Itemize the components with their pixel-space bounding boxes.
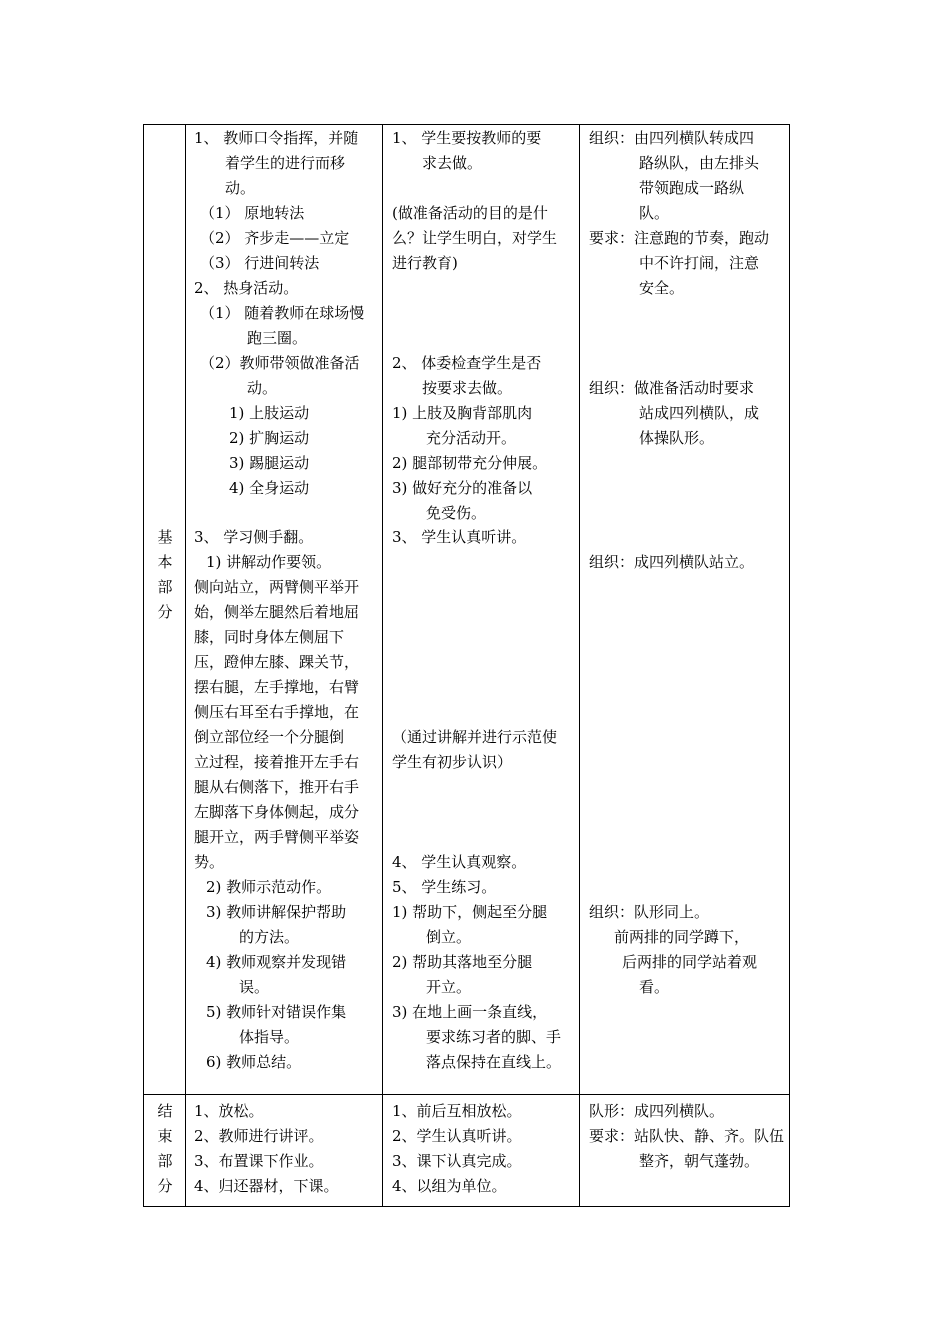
- teacher-line: 1) 讲解动作要领。: [206, 553, 332, 571]
- org-line: 站成四列横队，成: [639, 404, 760, 422]
- teacher-line: 动。: [225, 179, 256, 197]
- student-line: 2) 腿部韧带充分伸展。: [392, 454, 548, 472]
- student-line: 么？让学生明白，对学生: [392, 229, 558, 247]
- student-line: (做准备活动的目的是什: [392, 204, 548, 222]
- org-line: 整齐，朝气蓬勃。: [639, 1152, 760, 1170]
- teacher-line: 4、归还器材，下课。: [194, 1177, 339, 1195]
- teacher-line: 1、放松。: [194, 1102, 264, 1120]
- teacher-line: 膝，同时身体左侧屈下: [194, 628, 345, 646]
- teacher-line: （3） 行进间转法: [200, 254, 320, 272]
- student-line: 倒立。: [426, 928, 472, 946]
- student-line: 3) 在地上画一条直线，: [392, 1003, 548, 1021]
- teacher-line: 的方法。: [239, 928, 300, 946]
- teacher-line: （1） 原地转法: [200, 204, 305, 222]
- teacher-line: （1） 随着教师在球场慢: [200, 304, 365, 322]
- label-char: 本: [157, 553, 173, 571]
- student-line: 学生有初步认识）: [392, 753, 513, 771]
- teacher-line: 压，蹬伸左膝、踝关节，: [194, 653, 360, 671]
- student-line: 1) 帮助下，侧起至分腿: [392, 903, 548, 921]
- teacher-line: 2、 热身活动。: [194, 279, 299, 297]
- org-line: 体操队形。: [639, 429, 715, 447]
- label-char: 结: [157, 1102, 173, 1120]
- student-line: 充分活动开。: [426, 429, 517, 447]
- label-char: 部: [157, 578, 173, 596]
- student-line: 进行教育): [392, 254, 458, 272]
- student-line: 要求练习者的脚、手: [426, 1028, 562, 1046]
- org-line: 要求：注意跑的节奏，跑动: [589, 229, 770, 247]
- student-line: 2) 帮助其落地至分腿: [392, 953, 533, 971]
- teacher-line: 侧向站立，两臂侧平举开: [194, 578, 360, 596]
- teacher-line: 1、 教师口令指挥，并随: [194, 129, 359, 147]
- column-divider: [579, 125, 580, 1206]
- teacher-line: （2） 齐步走——立定: [200, 229, 350, 247]
- student-line: 4、 学生认真观察。: [392, 853, 527, 871]
- student-line: 1、 学生要按教师的要: [392, 129, 542, 147]
- student-line: 落点保持在直线上。: [426, 1053, 562, 1071]
- teacher-line: 左脚落下身体侧起，成分: [194, 803, 360, 821]
- org-line: 后两排的同学站着观: [622, 953, 758, 971]
- org-line: 组织：做准备活动时要求: [589, 379, 755, 397]
- student-line: 开立。: [426, 978, 472, 996]
- org-line: 组织：队形同上。: [589, 903, 710, 921]
- teacher-line: 3) 教师讲解保护帮助: [206, 903, 347, 921]
- teacher-line: 3、 学习侧手翻。: [194, 528, 314, 546]
- student-line: 3、课下认真完成。: [392, 1152, 522, 1170]
- teacher-line: 侧压右耳至右手撑地，在: [194, 703, 360, 721]
- org-line: 安全。: [639, 279, 685, 297]
- teacher-line: 误。: [239, 978, 270, 996]
- teacher-line: 动。: [247, 379, 278, 397]
- org-line: 前两排的同学蹲下，: [614, 928, 750, 946]
- student-line: 3、 学生认真听讲。: [392, 528, 527, 546]
- student-line: 4、以组为单位。: [392, 1177, 507, 1195]
- label-char: 分: [157, 603, 173, 621]
- label-char: 基: [157, 528, 173, 546]
- teacher-line: 立过程，接着推开左手右: [194, 753, 360, 771]
- teacher-line: 体指导。: [239, 1028, 300, 1046]
- teacher-line: 2) 扩胸运动: [229, 429, 310, 447]
- student-line: 1) 上肢及胸背部肌肉: [392, 404, 533, 422]
- org-line: 路纵队，由左排头: [639, 154, 760, 172]
- org-line: 带领跑成一路纵: [639, 179, 745, 197]
- teacher-line: 腿开立，两手臂侧平举姿: [194, 828, 360, 846]
- teacher-line: 2) 教师示范动作。: [206, 878, 332, 896]
- teacher-line: （2）教师带领做准备活: [200, 354, 360, 372]
- teacher-line: 跑三圈。: [247, 329, 308, 347]
- org-line: 看。: [639, 978, 670, 996]
- teacher-line: 着学生的进行而移: [225, 154, 346, 172]
- org-line: 队。: [639, 204, 670, 222]
- org-line: 组织：成四列横队站立。: [589, 553, 755, 571]
- teacher-line: 4) 全身运动: [229, 479, 310, 497]
- row-divider: [144, 1094, 789, 1095]
- column-divider: [185, 125, 186, 1206]
- section-label-basic: [155, 525, 175, 625]
- student-line: 2、 体委检查学生是否: [392, 354, 542, 372]
- label-char: 分: [157, 1177, 173, 1195]
- label-char: 束: [157, 1127, 173, 1145]
- teacher-line: 1) 上肢运动: [229, 404, 310, 422]
- org-line: 组织：由四列横队转成四: [589, 129, 755, 147]
- teacher-line: 3) 踢腿运动: [229, 454, 310, 472]
- teacher-line: 倒立部位经一个分腿倒: [194, 728, 345, 746]
- teacher-line: 始，侧举左腿然后着地屈: [194, 603, 360, 621]
- teacher-line: 摆右腿，左手撑地，右臂: [194, 678, 360, 696]
- student-line: 3) 做好充分的准备以: [392, 479, 533, 497]
- student-line: （通过讲解并进行示范使: [392, 728, 558, 746]
- teacher-line: 6) 教师总结。: [206, 1053, 302, 1071]
- teacher-line: 势。: [194, 853, 225, 871]
- label-char: 部: [157, 1152, 173, 1170]
- teacher-line: 3、布置课下作业。: [194, 1152, 324, 1170]
- student-line: 1、前后互相放松。: [392, 1102, 522, 1120]
- student-line: 5、 学生练习。: [392, 878, 497, 896]
- student-line: 2、学生认真听讲。: [392, 1127, 522, 1145]
- teacher-line: 5) 教师针对错误作集: [206, 1003, 347, 1021]
- teacher-line: 腿从右侧落下，推开右手: [194, 778, 360, 796]
- student-line: 免受伤。: [426, 504, 487, 522]
- lesson-plan-table: [143, 124, 790, 1207]
- teacher-line: 4) 教师观察并发现错: [206, 953, 347, 971]
- student-line: 按要求去做。: [422, 379, 513, 397]
- column-divider: [382, 125, 383, 1206]
- org-line: 队形：成四列横队。: [589, 1102, 725, 1120]
- student-line: 求去做。: [422, 154, 483, 172]
- teacher-line: 2、教师进行讲评。: [194, 1127, 324, 1145]
- org-line: 要求：站队快、静、齐。队伍: [589, 1127, 785, 1145]
- section-label-end: [155, 1099, 175, 1199]
- org-line: 中不许打闹，注意: [639, 254, 760, 272]
